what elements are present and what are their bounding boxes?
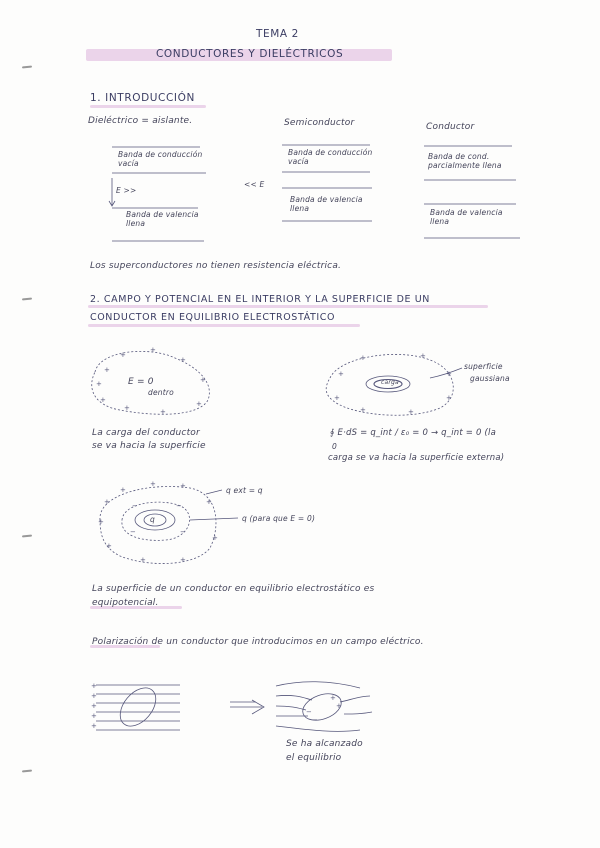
svg-text:+: + [330, 694, 336, 702]
dielectric-gap: E >> [116, 186, 137, 195]
fig1-field-sub: dentro [148, 388, 174, 397]
section2-heading-line2: CONDUCTOR EN EQUILIBRIO ELECTROSTÁTICO [90, 312, 336, 323]
neutral-conductor [113, 681, 163, 733]
gauss-caption: carga se va hacia la superficie externa) [328, 453, 505, 463]
svg-text:+: + [140, 556, 146, 564]
fig1-field-zero: E = 0 [128, 377, 154, 387]
gaussian-surface-label-2: gaussiana [470, 374, 510, 383]
gaussian-surface-inner [374, 380, 402, 389]
superconductor-note: Los superconductores no tienen resistencia eléctrica. [90, 261, 342, 271]
comparison-label: << E [244, 180, 265, 189]
svg-text:+: + [96, 380, 102, 388]
conductor-outline [100, 486, 216, 563]
gaussian-surface [366, 376, 410, 392]
charge-signs [91, 346, 452, 730]
conductor-outline [92, 351, 210, 414]
svg-text:+: + [200, 376, 206, 384]
svg-text:+: + [360, 406, 366, 414]
svg-text:+: + [100, 396, 106, 404]
svg-text:+: + [120, 486, 126, 494]
svg-text:+: + [104, 366, 110, 374]
fig4-caption-line1: Se ha alcanzado [286, 739, 363, 749]
svg-text:−: − [132, 502, 138, 510]
polarization-text: Polarización de un conductor que introducimos en un campo eléctrico. [92, 637, 424, 647]
fig4-caption-line2: el equilibrio [286, 753, 342, 763]
svg-text:+: + [91, 692, 97, 700]
dielectric-lower-band: Banda de valencia llena [126, 210, 199, 229]
svg-text:+: + [334, 394, 340, 402]
equipotential-line2: equipotencial. [92, 598, 159, 608]
svg-text:−: − [312, 716, 318, 724]
fig1-caption-line2: se va hacia la superficie [92, 441, 206, 451]
uniform-field-lines [96, 685, 180, 730]
svg-text:+: + [336, 702, 342, 710]
svg-text:+: + [91, 682, 97, 690]
semiconductor-lower-band: Banda de valencia llena [290, 195, 363, 214]
svg-text:+: + [160, 408, 166, 416]
svg-text:+: + [206, 498, 212, 506]
svg-text:+: + [150, 346, 156, 354]
svg-text:+: + [446, 370, 452, 378]
svg-text:+: + [98, 518, 104, 526]
conductor-upper-band: Banda de cond. parcialmente llena [428, 152, 502, 171]
svg-text:+: + [446, 394, 452, 402]
semiconductor-upper-band: Banda de conducción vacía [288, 148, 373, 167]
label-pointer [206, 490, 222, 494]
svg-text:+: + [180, 482, 186, 490]
svg-text:−: − [176, 502, 182, 510]
svg-text:+: + [196, 400, 202, 408]
fig3-label-top: q ext = q [226, 486, 263, 495]
section2-heading-line1: 2. CAMPO Y POTENCIAL EN EL INTERIOR Y LA SUPERFICIE DE UN [90, 294, 430, 305]
equipotential-line1: La superficie de un conductor en equilibrio electrostático es [92, 584, 375, 594]
svg-text:+: + [360, 354, 366, 362]
cavity-inner [144, 514, 166, 526]
svg-text:+: + [180, 356, 186, 364]
svg-text:−: − [180, 528, 186, 536]
distorted-field-lines [276, 682, 372, 732]
svg-text:+: + [420, 352, 426, 360]
semiconductor-title: Semiconductor [284, 118, 355, 128]
svg-text:+: + [91, 712, 97, 720]
fig1-caption-line1: La carga del conductor [92, 428, 200, 438]
svg-text:+: + [91, 702, 97, 710]
label-pointer [190, 518, 238, 520]
svg-text:+: + [120, 351, 126, 359]
conductor-lower-band: Banda de valencia llena [430, 208, 503, 227]
fig3-center: q [150, 515, 155, 524]
gauss-law: ∮ E·dS = q_int / ε₀ = 0 → q_int = 0 (la [330, 428, 497, 438]
svg-text:+: + [150, 480, 156, 488]
page-title: CONDUCTORES Y DIELÉCTRICOS [156, 48, 344, 60]
svg-text:+: + [180, 556, 186, 564]
conductor-title: Conductor [426, 122, 475, 132]
svg-text:+: + [338, 370, 344, 378]
svg-text:+: + [408, 408, 414, 416]
svg-text:+: + [104, 498, 110, 506]
svg-text:+: + [91, 722, 97, 730]
svg-text:−: − [130, 528, 136, 536]
svg-text:+: + [212, 534, 218, 542]
topic-label: TEMA 2 [256, 28, 299, 40]
dielectric-title: Dieléctrico = aislante. [88, 116, 193, 126]
svg-text:+: + [124, 404, 130, 412]
svg-text:−: − [306, 708, 312, 716]
fig2-inner-charge: carga [381, 379, 399, 386]
dielectric-upper-band: Banda de conducción vacía [118, 150, 203, 169]
fig3-label-side: q (para que E = 0) [242, 514, 316, 523]
gauss-lower-limit: 0 [332, 442, 337, 451]
conductor-outline [326, 354, 453, 415]
cavity [135, 510, 175, 530]
gaussian-surface-label-1: superficie [464, 362, 503, 371]
section1-heading: 1. INTRODUCCIÓN [90, 92, 195, 104]
svg-text:+: + [106, 542, 112, 550]
